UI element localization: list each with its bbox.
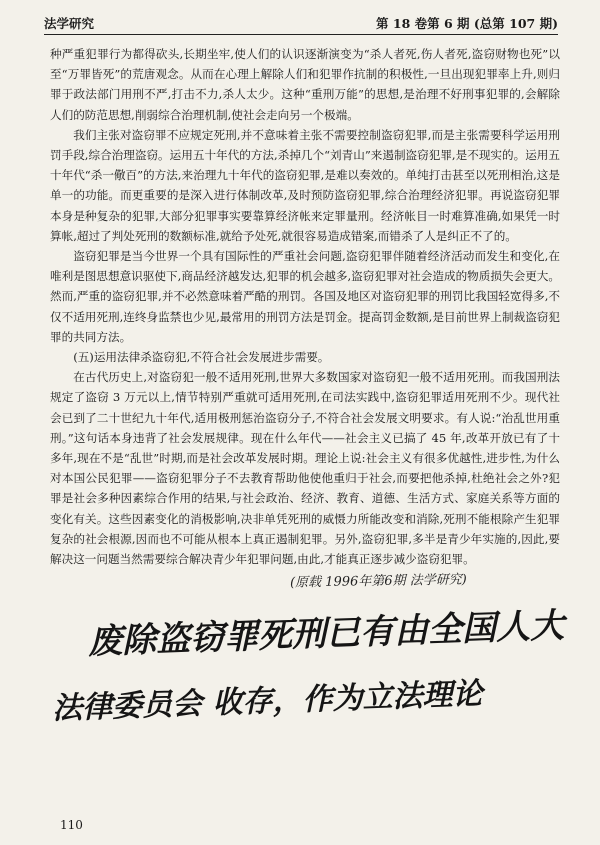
handwritten-source-note: (原载 1996年第6期 法学研究) xyxy=(289,572,467,591)
handwritten-annotation-line-2: 法律委员会 收存，作为立法理论 xyxy=(51,676,484,727)
running-header xyxy=(44,12,558,35)
paragraph: 在古代历史上,对盗窃犯一般不适用死刑,世界大多数国家对盗窃犯一般不适用死刑。而我国刑法规定了盗窃 3 万元以上,情节特别严重就可适用死刑,在司法实践中,盗窃犯罪适用死刑不少。现代社会已到了二十世纪九十年代,适用极刑惩治盗窃分子,不符合社会发展文明要求。有人说:“治乱世用重刑。”这句话本身违背了社会发展规律。现在什么年代——社会主义已搞了 45 年,改革开放已有了十多年,现在不是“乱世”时期,而是社会改革发展时期。理论上说:社会主义有很多优越性,进步性,为什么对本国公民犯罪——盗窃犯罪分子不去教育帮助他使他重归于社会,而要把他杀掉,杜绝社会之外?犯罪是社会多种因素综合作用的结果,与社会政治、经济、教育、道德、生活方式、家庭关系等方面的变化有关。这些因素变化的消极影响,决非单凭死刑的威慑力所能改变和消除,死刑不能根除产生犯罪复杂的社会根源,因而也不可能从根本上真正遏制犯罪。另外,盗窃犯罪,多半是青少年实施的,因此,要解决这一问题当然需要综合解决青少年犯罪问题,由此,才能真正逐步减少盗窃犯罪。 xyxy=(50,370,560,567)
issue-info: 第 18 卷第 6 期 (总第 107 期) xyxy=(376,16,558,31)
paragraph: 种严重犯罪行为都得砍头,长期坐牢,使人们的认识逐渐演变为“杀人者死,伤人者死,盗窃财物也死”以至“万罪皆死”的荒唐观念。从而在心理上解除人们和犯罪作抗制的积极性,一旦出现犯罪率上升,则归罪于政法部门用刑不严,打击不力,杀人太少。这种“重刑万能”的思想,是治理不好刑事犯罪的,会解除人们的防范思想,削弱综合治理机制,使社会走向另一个极端。 xyxy=(50,47,560,122)
article-body xyxy=(50,44,560,569)
handwritten-annotation-line-1: 废除盗窃罪死刑已有由全国人大 xyxy=(87,605,565,663)
section-heading: (五)运用法律杀盗窃犯,不符合社会发展进步需要。 xyxy=(73,350,330,365)
page-number: 110 xyxy=(60,818,83,832)
paragraph: 我们主张对盗窃罪不应规定死刑,并不意味着主张不需要控制盗窃犯罪,而是主张需要科学运用刑罚手段,综合治理盗窃。运用五十年代的方法,杀掉几个“刘青山”来遏制盗窃犯罪,是不现实的。运用五十年代“杀一儆百”的方法,来治理九十年代的盗窃犯罪,是难以奏效的。单纯打击甚至以死刑相治,这是单一的功能。而更重要的是深入进行体制改革,及时预防盗窃犯罪,综合治理经济犯罪。再说盗窃犯罪本身是种复杂的犯罪,大部分犯罪事实要靠算经济帐来定罪量刑。经济帐目一时难算准确,如果凭一时算帐,超过了判处死刑的数额标准,就给予处死,就很容易造成错案,而错杀了人是纠正不了的。 xyxy=(50,127,560,243)
journal-name: 法学研究 xyxy=(44,16,95,31)
paragraph: 盗窃犯罪是当今世界一个具有国际性的严重社会问题,盗窃犯罪伴随着经济活动而发生和变化,在唯利是图思想意识驱使下,商品经济越发达,犯罪的机会越多,盗窃犯罪对社会造成的物质损失会更大。然而,严重的盗窃犯罪,并不必然意味着严酷的刑罚。各国及地区对盗窃犯罪的刑罚比我国轻宽得多,不仅不适用死刑,连终身监禁也少见,最常用的刑罚方法是罚金。提高罚金数额,是目前世界上制裁盗窃犯罪的共同方法。 xyxy=(50,249,560,344)
